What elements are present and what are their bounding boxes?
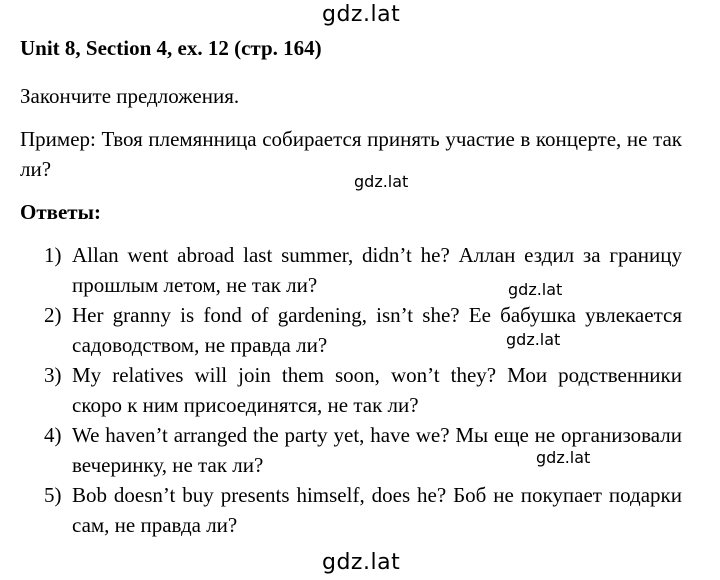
answer-number: 3) (44, 363, 62, 387)
answers-list (44, 240, 682, 540)
answer-text: We haven’t arranged the party yet, have we? Мы еще не организовали вечеринку, не так ли? (72, 423, 682, 477)
watermark-middle: gdz.lat (354, 172, 409, 191)
page-title: Unit 8, Section 4, ex. 12 (стр. 164) (20, 36, 322, 60)
answer-text: Bob doesn’t buy presents himself, does he? Боб не покупает подарки сам, не правда ли? (72, 483, 682, 537)
task-instruction: Закончите предложения. (20, 84, 240, 108)
answer-text: Allan went abroad last summer, didn’t he? Аллан ездил за границу прошлым летом, не так ли? (72, 243, 682, 297)
watermark-answer-5: gdz.lat (536, 448, 591, 467)
answer-text: Her granny is fond of gardening, isn’t she? Ее бабушка увлекается садоводством, не правда ли? (72, 303, 682, 357)
answers-heading: Ответы: (20, 200, 102, 224)
watermark-bottom: gdz.lat (322, 550, 401, 575)
answer-text: My relatives will join them soon, won’t they? Мои родственники скоро к ним присоединятся, не так ли? (72, 363, 682, 417)
watermark-top: gdz.lat (322, 2, 401, 27)
answer-number: 5) (44, 483, 62, 507)
answer-number: 4) (44, 423, 62, 447)
watermark-answer-3: gdz.lat (506, 330, 561, 349)
answer-item-3 (44, 360, 682, 420)
answer-number: 1) (44, 243, 62, 267)
answer-item-1 (44, 240, 682, 300)
task-example: Пример: Твоя племянница собирается принять участие в концерте, не так ли? (20, 127, 682, 181)
answer-number: 2) (44, 303, 62, 327)
answer-item-2 (44, 300, 682, 360)
watermark-answer-2: gdz.lat (508, 280, 563, 299)
answer-item-5 (44, 480, 682, 540)
